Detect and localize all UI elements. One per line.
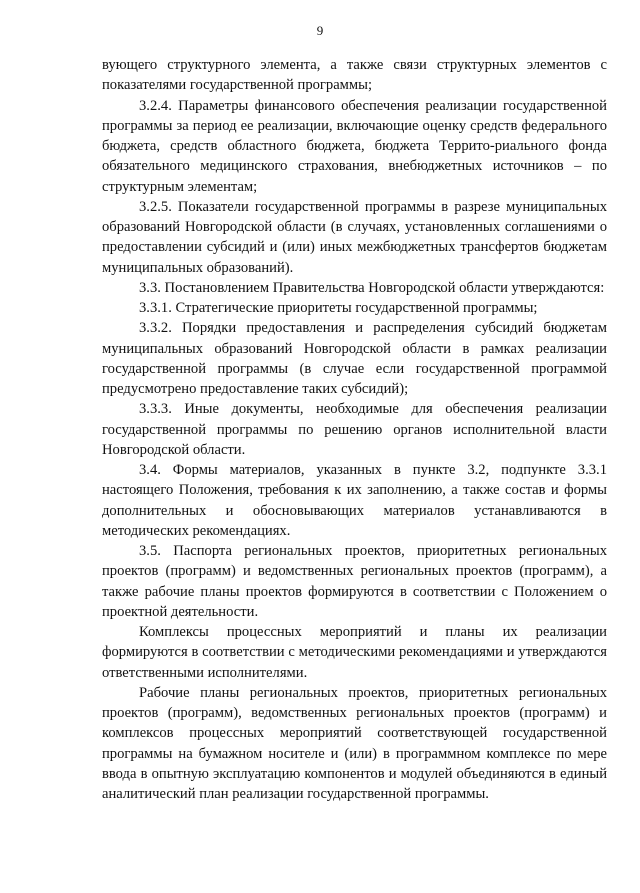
paragraph-3-4: 3.4. Формы материалов, указанных в пункте 3.2, подпункте 3.3.1 настоящего Положения, требования к их заполнению, а также состав и формы дополнительных и обосновывающих материалов устанавливаются в методических рекомендациях. [102, 462, 607, 539]
paragraph-3-2-4: 3.2.4. Параметры финансового обеспечения реализации государственной программы за период ее реализации, включающие оценку средств федерального бюджета, средств областного бюджета, бюджета Террито-риального фонда обязательного медицинского страхования, внебюджетных источников – по структурным элементам; [102, 97, 607, 195]
paragraph-3-3-1: 3.3.1. Стратегические приоритеты государственной программы; [139, 300, 538, 316]
paragraph-3-3-3: 3.3.3. Иные документы, необходимые для обеспечения реализации государственной программы по решению органов исполнительной власти Новгородской области. [102, 401, 607, 458]
paragraph-process-complexes: Комплексы процессных мероприятий и планы их реализации формируются в соответствии с методическими рекомендациями и утверждаются ответственными исполнителями. [102, 624, 607, 681]
document-body [102, 55, 607, 804]
paragraph-continuation: вующего структурного элемента, а также связи структурных элементов с показателями государственной программы; [102, 57, 607, 94]
paragraph-3-3: 3.3. Постановлением Правительства Новгородской области утверждаются: [139, 279, 605, 296]
paragraph-3-5: 3.5. Паспорта региональных проектов, приоритетных региональных проектов (программ) и ведомственных региональных проектов (программ), а также рабочие планы проектов формируются в соответствии с Положением о проектной деятельности. [102, 543, 607, 620]
paragraph-3-3-2: 3.3.2. Порядки предоставления и распределения субсидий бюджетам муниципальных образований Новгородской области в рамках реализации государственной программы (в случае если государственной программой предусмотрено предоставление таких субсидий); [102, 320, 607, 397]
paragraph-3-2-5: 3.2.5. Показатели государственной программы в разрезе муниципальных образований Новгородской области (в случаях, установленных соглашениями о предоставлении субсидий и (или) иных межбюджетных трансфертов бюджетам муниципальных образований). [102, 198, 607, 276]
paragraph-work-plans: Рабочие планы региональных проектов, приоритетных региональных проектов (программ), ведомственных региональных проектов (программ) и комплексов процессных мероприятий соответствующей государственной программы на бумажном носителе и (или) в программном комплексе по мере ввода в опытную эксплуатацию компонентов и модулей объединяются в единый аналитический план реализации государственной программы. [102, 684, 607, 802]
page-number: 9 [316, 23, 324, 38]
